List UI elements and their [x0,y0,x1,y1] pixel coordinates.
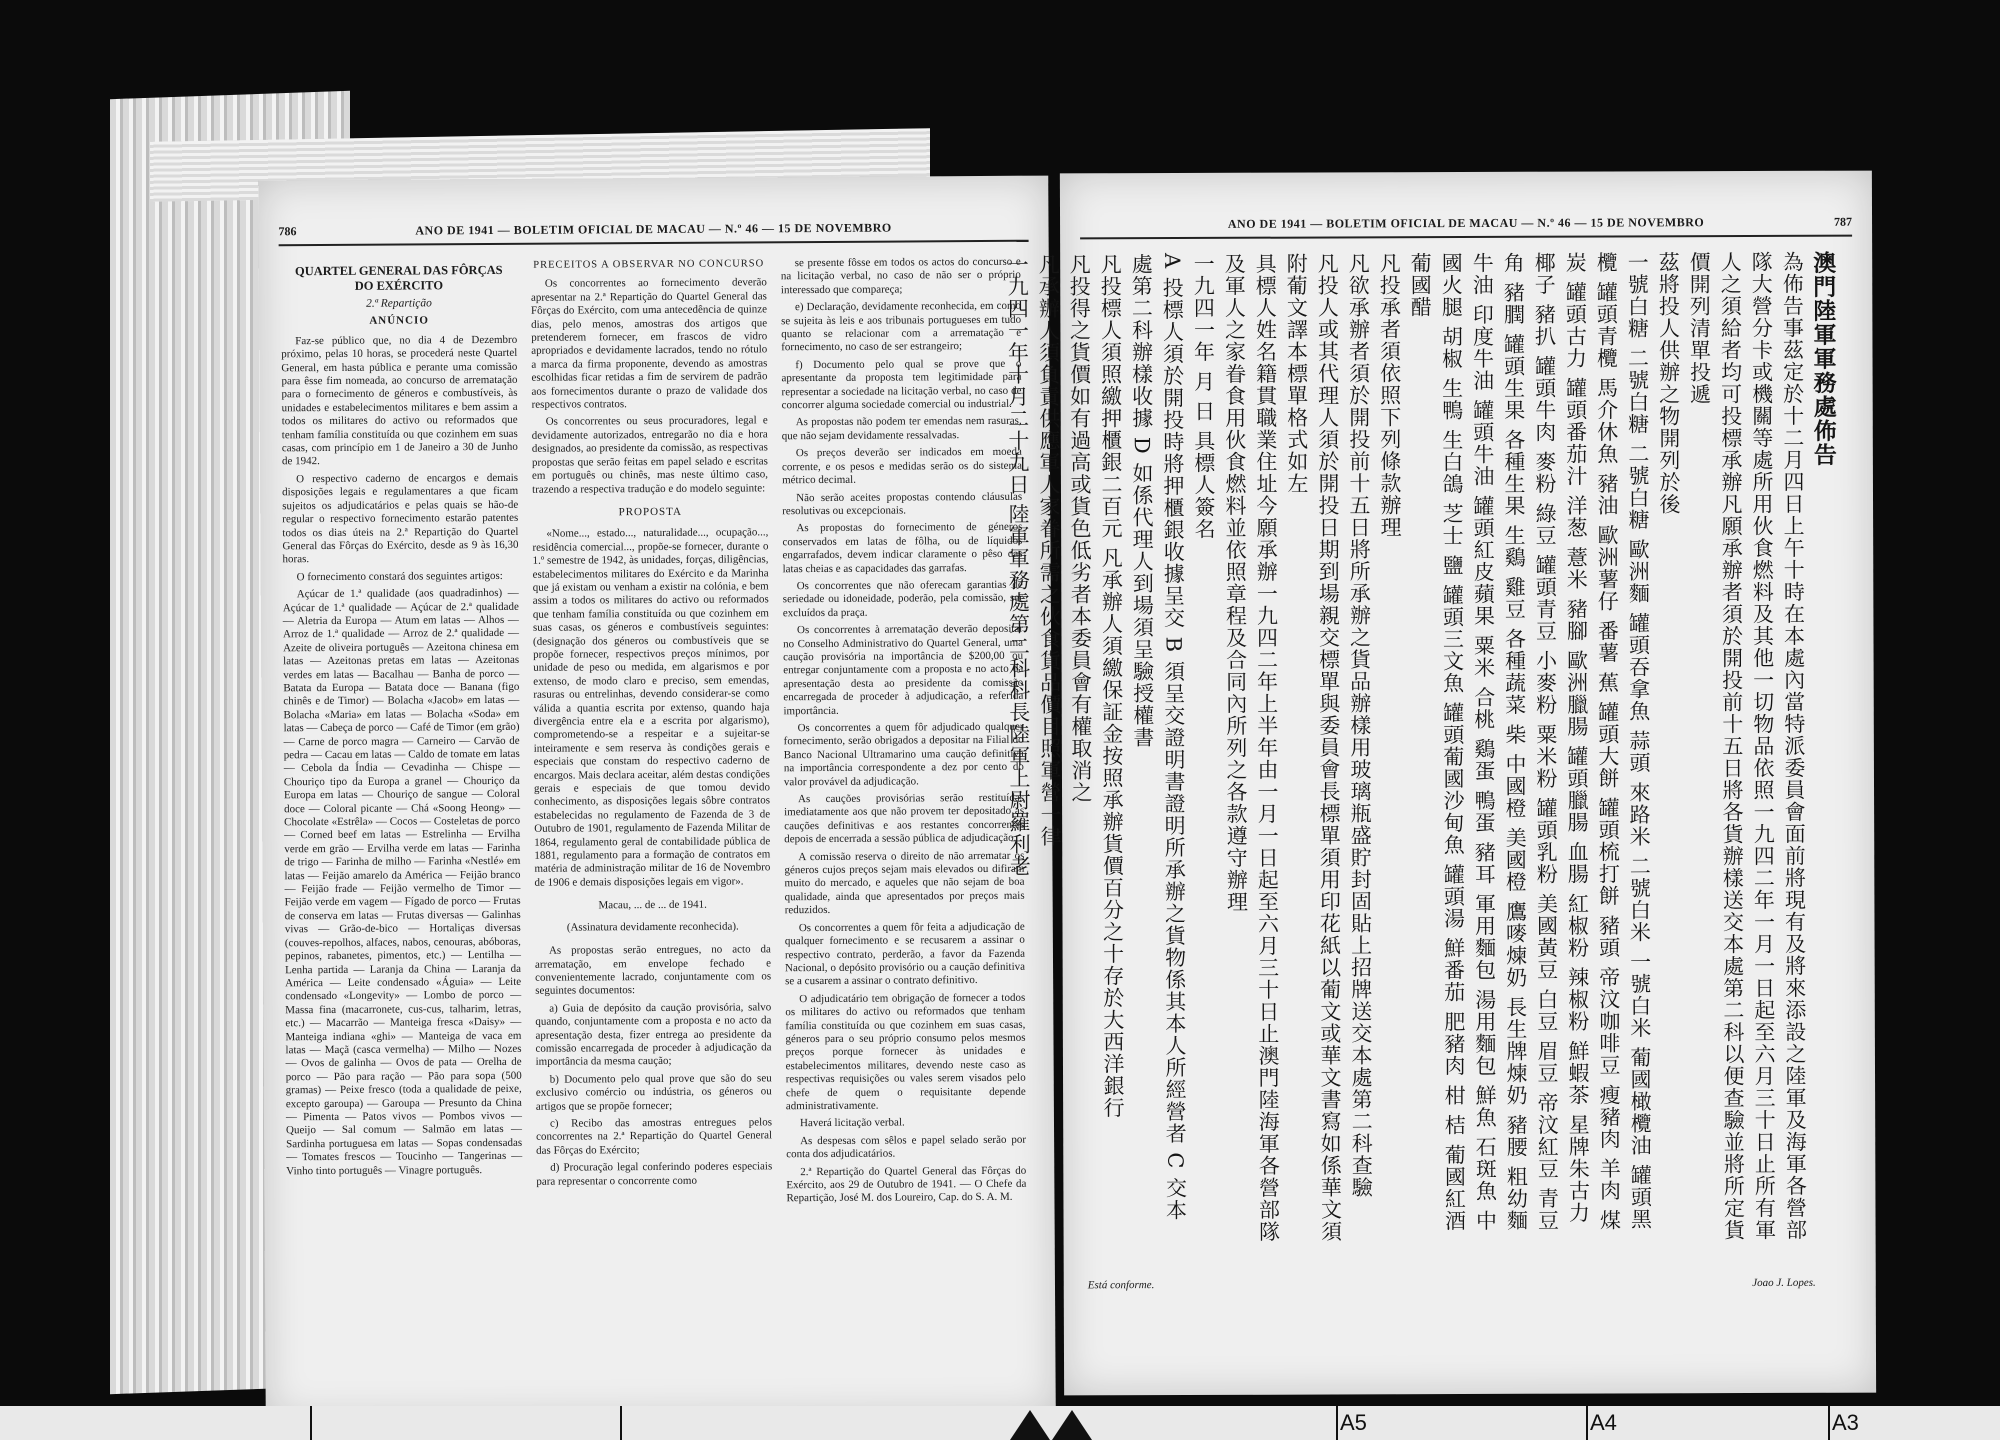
paragraph: b) Documento pelo qual prove que são do seu exclusivo comércio ou indústria, os géneros ou artigos que se propõe fornecer; [535,1072,772,1113]
chinese-paragraph: 凡承辦人須負責供應軍人家眷所需之伙食貨品價目照軍營一律 [1036,253,1063,848]
chinese-paragraph: 凡投得之貨價如有過高或貨色低劣者本委員會有權取消之 [1067,253,1094,804]
chinese-vertical-text [1005,250,1841,1244]
chinese-paragraph: 一九四一年十月二十九日 陸軍軍務處第二科科長陸軍上尉羅利老 [1005,253,1032,878]
paragraph: Os concorrentes que não oferecam garantias de seriedade ou idoneidade, poderão, pela comissão, ser excluídos da praça. [782,578,1023,619]
chinese-paragraph: 具標人姓名籍貫職業住址今願承辦一九四二年上半年由一月一日起至六月三十日止澳門陸海軍各營部隊及軍人之家眷食用伙食燃料並依照章程及合同內所列之各款遵守辦理 [1222,252,1281,1243]
column-c-body [781,256,1027,1206]
paragraph: As cauções provisórias serão restituídas imediatamente aos que não provem ter depositado as cauções definitivas e aos restantes concorrentes depois de encerrada a sessão pública de adjudicação. [784,791,1025,846]
chinese-paragraph: 為佈告事茲定於十二月四日上午十時在本處內當特派委員會面前將現有及將來添設之陸軍及海軍各營部隊大營分卡或機關等處所用伙食燃料及其他一切物品依照一九四二年一月一日起至六月三十日止所有軍人之須給者均可投標承辦凡願承辦者須於開投前十五日將各貨辦樣送交本處第二科以便查驗並將所定貨價開列清單投遞 [1687,250,1808,1242]
ruler-label-a5: A5 [1340,1410,1367,1435]
conformity-note: Está conforme. [1087,1279,1155,1292]
paragraph: Faz-se público que, no dia 4 de Dezembro próximo, pelas 10 horas, se procederá neste Quartel General, em hasta pública e perante uma comissão para êsse fim nomeada, ao concurso de arrematação para o fornecimento de géneros e combustíveis, às unidades e estabelecimentos militares e bem assim a todos os militares do activo ou reformados que tenham família constituída ou que cozinhem em suas casas, com princípio em 1 de Janeiro a 30 de Junho de 1942. [281,333,518,468]
column-b-body [531,277,768,497]
ruler-arrow-right [1052,1410,1092,1440]
left-header-title: ANO DE 1941 — BOLETIM OFICIAL DE MACAU — N.º 46 — 15 DE NOVEMBRO [415,220,892,238]
ruler-label-a3: A3 [1832,1410,1859,1435]
unit-title [281,263,517,294]
header-rule [279,240,1029,247]
paragraph: Os concorrentes ao fornecimento deverão apresentar na 2.ª Repartição do Quartel General das Fôrças do Exército, com uma antecedência de quinze dias, pelo menos, amostras dos artigos que pretenderem fornecer, em frascos de vidro apropriados e devidamente lacrados, tendo no rótulo a marca da firma proponente, devendo as amostras escolhidas ficar retidas a fim de servirem de padrão aos fornecimentos durante o prazo de validade dos respectivos contratos. [530,276,768,411]
right-signature: Joao J. Lopes. [1752,1276,1816,1290]
paragraph: Açúcar de 1.ª qualidade (aos quadradinhos) — Açúcar de 1.ª qualidade — Açúcar de 2.ª qualidade — Aletria da Europa — Atum em latas — Alhos — Arroz de 1.ª qualidade — Arroz de 2.ª qualidade — Azeite de oliveira português — Azeitona chinesa em latas — Azeitonas pretas em latas — Azeitonas verdes em latas — Bacalhau — Banha de porco — Batata da Europa — Batata doce — Banana (figo chinês e de Timor) — Bolacha «Jacob» em latas — Bolacha «Maria» em latas — Bolacha «Soda» em latas — Cabeça de porco — Café de Timor (em grão) — Carne de porco magra — Carneiro — Carvão de pedra — Cacau em latas — Caldo de tomate em latas — Cebola da Índia — Cevadinha — Chispe — Chouriço tipo da Europa a granel — Chouriço da Europa em latas — Chouriço de sangue — Coloral doce — Coloral picante — Chá «Soong Heong» — Chocolate «Estrêla» — Cocos — Costeletas de porco — Corned beef em latas — Estrelinha — Ervilha verde em grão — Ervilha verde em latas — Farinha de trigo — Farinha de milho — Farinha «Nestlé» em latas — Feijão amarelo da América — Feijão branco — Feijão frade — Feijão vermelho de Timor — Feijão verde em vagem — Fígado de porco — Frutas de conserva em latas — Frutas diversas — Galinhas vivas — Grão-de-bico — Hortaliças diversas (couves-repolhos, alfaces, nabos, cenouras, abóboras, pepinos, rabanetes, pimentos, etc.) — Lentilha — Lenha partida — Laranja da China — Laranja da América — Leite condensado «Águia» — Leite condensado «Longevity» — Lombo de porco — Massa fina (macarronete, cus-cus, talharim, letras, etc.) — Macarrão — Manteiga fresca «Daisy» — Manteiga indiana «ghi» — Manteiga de vaca em latas — Maçã (casca vermelha) — Milho — Nozes — Ovos de galinha — Ovos de pata — Orelha de porco — Pão para ração — Pão para sopa (500 gramas) — Peixe fresco (toda a qualidade de peixe, excepto garoupa) — Garoupa — Presunto da China — Pimenta — Patos vivos — Pombos vivos — Queijo — Sal comum — Salmão em latas — Sardinha portuguesa em latas — Sopas condensadas — Tomates frescos — Toucinho — Tangerinas — Vinho tinto português — Vinagre português. [282,586,523,1177]
paragraph: Não serão aceites propostas contendo cláusulas resolutivas ou excepcionais. [782,490,1023,518]
ruler-tick [1828,1406,1830,1440]
ruler-tick [1336,1406,1338,1440]
ruler-tick [1586,1406,1588,1440]
chinese-paragraph: 一九四一年 月 日 具標人簽名 [1191,252,1217,540]
left-page [258,176,1056,1421]
paragraph: Os concorrentes ou seus procuradores, legal e devidamente autorizados, entregarão no dia e hora designados, ao presidente da comissão, as respectivas propostas que serão feitas em papel selado e escritas em português ou chinês, mas neste último caso, trazendo a respectiva tradução e do modelo seguinte: [531,414,769,496]
paragraph: Os concorrentes a quem fôr adjudicado qualquer fornecimento, serão obrigados a depositar na Filial do Banco Nacional Ultramarino uma caução definitiva na importância correspondente a dez por cento do valor provável da adjudicação. [783,720,1024,788]
paragraph: As propostas serão entregues, no acto da arrematação, em envelope fechado e convenientemente lacrado, conjuntamente com os seguintes documentos: [534,943,772,998]
unit-title-line1: QUARTEL GENERAL DAS FÔRÇAS [294,262,503,279]
chinese-paragraph: A 投標人須於開投時將押櫃銀收據呈交 B 須呈交證明書證明所承辦之貨物係其本人所經營者 C 交本處第二科辦樣收據 D 如係代理人到場須呈驗授權書 [1129,252,1188,1222]
ruler-tick [620,1406,622,1440]
left-running-header [278,220,1028,245]
scan-ruler [0,1406,2000,1440]
proposta-heading: PROPOSTA [618,505,682,519]
paragraph: f) Documento pelo qual se prove que o apresentante da proposta tem legitimidade para representar a sociedade na licitação verbal, no caso de concorrer alguma sociedade comercial ou industrial. [781,357,1022,412]
chinese-paragraph: 凡投標人須照繳押櫃銀二百元 凡承辦人須繳保証金按照承辦貨價百分之十存於大西洋銀行 [1098,253,1126,1119]
unit-title-line2: DO EXÉRCITO [354,278,444,293]
paragraph: As propostas do fornecimento de géneros conservados em latas de fôlha, ou de líquidos engarrafados, devem indicar claramente o pêso das latas cheias e as capacidades das garrafas. [782,521,1023,575]
chinese-paragraph: 一號白糖 二號白糖 二號白糖 歐洲麵 罐頭吞拿魚 蒜頭 來路米 二號白米 一號白米 葡國橄欖油 罐頭黑欖 罐頭青欖 馬介休魚 豬油 歐洲薯仔 番薯 蕉 罐頭大餅 罐頭梳打餅 豬頭 帝汶咖啡豆 瘦豬肉 羊肉 煤炭 罐頭古力 罐頭番茄汁 洋葱 薏米 豬腳 歐洲臘腸 罐頭臘腸 血腸 紅椒粉 辣椒粉 鮮蝦茶 星牌朱古力 椰子 豬扒 罐頭牛肉 麥粉 綠豆 罐頭青豆 小麥粉 粟米粉 罐頭乳粉 美國黃豆 白豆 眉豆 帝汶紅豆 青豆角 豬膶 罐頭生果 各種生果 生鷄 雞豆 各種蔬菜 柴 中國橙 美國橙 鷹嘜煉奶 長生牌煉奶 豬腰 粗幼麵 牛油 印度牛油 罐頭牛油 罐頭紅皮蘋果 粟米 合桃 鷄蛋 鴨蛋 豬耳 軍用麵包 湯用麵包 鮮魚 石斑魚 中國火腿 胡椒 生鴨 生白鴿 芝士 鹽 罐頭三文魚 罐頭葡國沙甸魚 罐頭湯 鮮番茄 肥豬肉 柑 桔 葡國紅酒 葡國醋 [1408,251,1653,1232]
column-b [531,257,773,1192]
column-c [781,256,1027,1210]
paragraph: O respectivo caderno de encargos e demais disposições legais e regulamentares a que ficam sujeitos os adjudicatários e pelas quais se hão-de regular o respectivo fornecimento estarão patentes todos os dias úteis na 2.ª Repartição do Quartel General das Fôrças do Exército, desde as 9 às 16,30 horas. [282,471,519,566]
chinese-paragraph: 茲將投人供辦之物開列於後 [1656,251,1682,516]
column-a-body [281,334,522,1179]
ruler-label-a4: A4 [1590,1410,1617,1435]
right-running-header [1080,215,1852,238]
paragraph: e) Declaração, devidamente reconhecida, em como se sujeita às leis e aos tribunais portugueses em tudo quanto se relacionar com a arrematação e fornecimento, no caso de ser estrangeiro; [781,299,1022,354]
paragraph: se presente fôsse em todos os actos do concurso e na licitação verbal, no caso de não ser o próprio interessado que compareça; [780,255,1021,297]
paragraph: O fornecimento constará dos seguintes artigos: [296,569,503,583]
column-b-tail [535,943,772,1188]
paragraph: a) Guia de depósito da caução provisória, salvo quando, conjuntamente com a proposta e no acto da apresentação desta, fizer entrega ao presidente da comissão encarregada de proceder à adjudicação da importância da mesma caução; [535,1001,772,1069]
paragraph: O adjudicatário tem obrigação de fornecer a todos os militares do activo ou reformados que tenham família constituída ou que cozinhem em suas casas, géneros para o seu próprio consumo pelos mesmos preços porque fornecer às unidades e estabelecimentos militares, devendo neste caso as respectivas requisições ou vales serem visados pelo chefe de quem o requisitante depende administrativamente. [785,991,1026,1113]
paragraph: 2.ª Repartição do Quartel General das Fôrças do Exército, aos 29 de Outubro de 1941. — O Chefe da Repartição, José M. dos Loureiro, Cap. do S. A. M. [786,1164,1027,1205]
chinese-paragraph: 凡投承者須依照下列條款辦理 [1377,252,1403,539]
right-header-title: ANO DE 1941 — BOLETIM OFICIAL DE MACAU — N.º 46 — 15 DE NOVEMBRO [1227,215,1705,231]
chinese-paragraph: 凡欲承辦者須於開投前十五日將所承辦之貨品辦樣用玻璃瓶盛貯封固貼上招牌送交本處第二科查驗 [1346,252,1374,1199]
right-page [1005,171,1876,1396]
unit-subtitle: 2.ª Repartição [366,297,432,310]
paragraph: Os concorrentes à arrematação deverão depositar no Conselho Administrativo do Quartel General, uma caução provisória na importância de $200,00 ou entregar conjuntamente com a proposta e no acto da apresentação desta ao presidente da comissão encarregada de proceder à adjudicação, a referida importância. [783,622,1024,717]
paragraph: c) Recibo das amostras entregues pelos concorrentes na 2.ª Repartição do Quartel General das Fôrças do Exército; [536,1116,773,1157]
chinese-title: 澳門陸軍軍務處佈告 [1809,250,1837,467]
proposta-signature-note: (Assinatura devidamente reconhecida). [566,920,739,934]
paragraph: As despesas com sêlos e papel selado serão por conta dos adjudicatários. [786,1133,1027,1161]
ruler-arrow-left [1010,1410,1050,1440]
proposta-text: «Nome..., estado..., naturalidade..., ocupação..., residência comercial..., propõe-se fornecer, durante o 1.º semestre de 1942, às unidades, forças, diligências, estabelecimentos militares do Exército e da Marinha que já existam ou venham a existir na colónia, e bem assim a todos os militares do activo ou reformados que tenham família constituída ou que cozinhem em suas casas, os géneros e combustíveis seguintes: (designação dos géneros ou combustíveis que se propõe fornecer, respectivos preços mínimos, por unidade de peso ou medida, em algarismos e por extenso, de modo claro e preciso, sem emendas, rasuras ou entrelinhas, devendo considerar-se como válida a quantia escrita por extenso, quando haja divergência entre ela e a escrita por algarismo), comprometendo-se a respeitar e a sujeitar-se inteiramente e sem reserva às condições gerais e especiais que constam do respectivo caderno de encargos. Mais declara aceitar, além destas condições gerais e especiais de que tomou devido conhecimento, as disposições legais sôbre contratos estabelecidas no regulamento de Fazenda de 3 de Outubro de 1901, regulamento de Fazenda Militar de 1864, regulamento geral de contabilidade pública de 1881, regulamento para a formação de contratos em matéria de administração militar de 16 de Novembro de 1906 e demais disposições legais em vigor». [532,526,771,889]
column-a [281,259,523,1182]
announcement-heading: ANÚNCIO [369,314,429,328]
paragraph: Os concorrentes a quem fôr feita a adjudicação de qualquer fornecimento e se recusarem a assinar o respectivo contrato, perderão, a favor da Fazenda Nacional, o depósito provisório ou a caução definitiva se a cusarem a assinar o contrato definitivo. [784,920,1026,988]
right-page-number: 787 [1834,214,1853,229]
header-rule [1080,235,1852,240]
ruler-tick [310,1406,312,1440]
proposta-dated: Macau, ... de ... de 1941. [598,898,707,912]
paragraph: d) Procuração legal conferindo poderes especiais para representar o concorrente como [536,1160,773,1188]
paragraph: Os preços deverão ser indicados em moeda corrente, e os pesos e medidas serão os do sistema métrico decimal. [781,446,1023,487]
left-page-number: 786 [278,224,297,239]
paragraph: Haverá licitação verbal. [799,1116,905,1130]
precepts-heading: PRECEITOS A OBSERVAR NO CONCURSO [533,258,765,271]
paragraph: A comissão reserva o direito de não arrematar os géneros cujos preços sejam mais elevados ou difiram muito do mercado, e aqueles que não sejam de boa qualidade, ainda que apresentados por preços mais reduzidos. [784,849,1025,917]
paragraph: As propostas não podem ter emendas nem rasuras, que não sejam devidamente ressalvadas. [781,415,1022,443]
chinese-paragraph: 凡投人或其代理人須於開投日期到場親交標單與委員會長標單須用印花紙以葡文或華文書寫如係華文須附葡文譯本標單格式如左 [1284,252,1343,1243]
